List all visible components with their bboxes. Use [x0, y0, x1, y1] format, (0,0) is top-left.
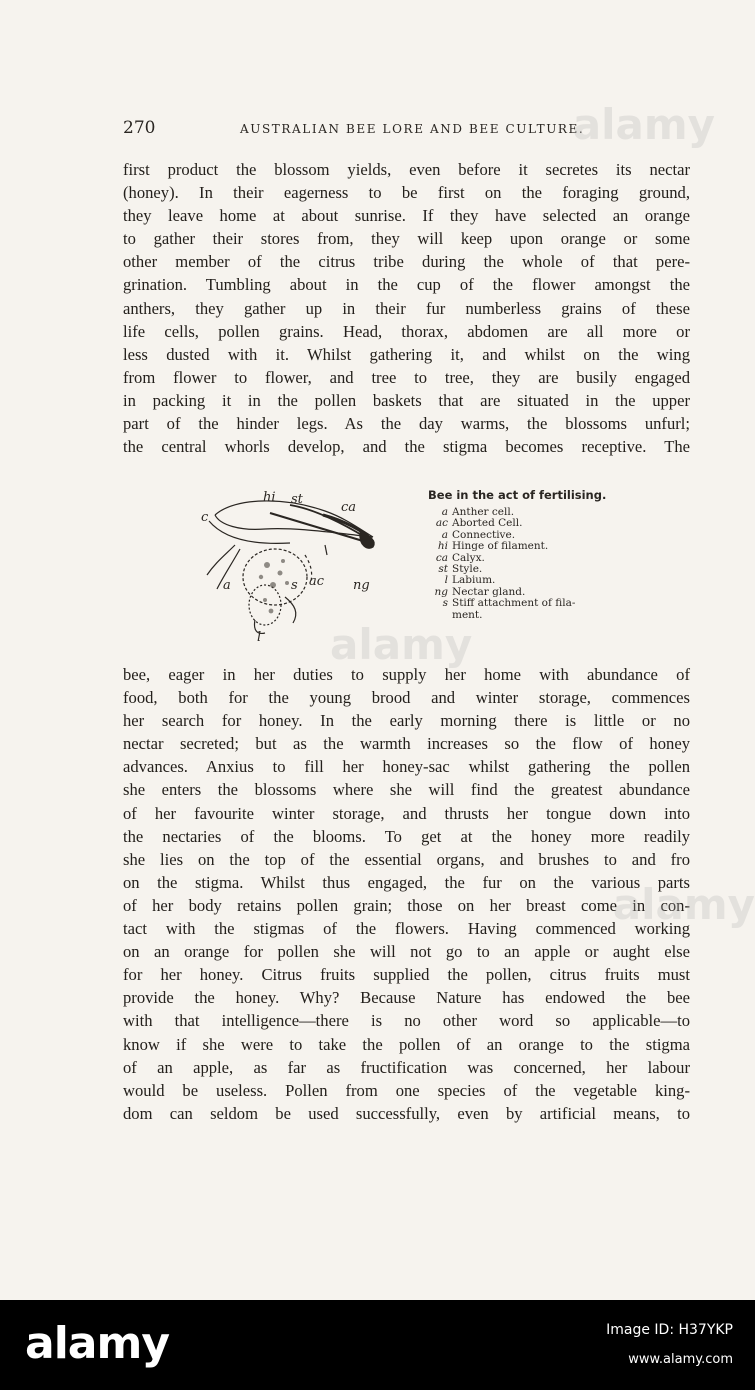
text-line: food, both for the young brood and winter storage, commences [123, 688, 690, 708]
legend-text: Connective. [452, 528, 516, 541]
paragraph-1 [123, 158, 690, 458]
text-line: life cells, pollen grains. Head, thorax, abdomen are all more or [123, 321, 690, 341]
text-line: in packing it in the pollen baskets that are situated in the upper [123, 390, 690, 410]
figure-label: l [257, 630, 262, 643]
site-url: www.alamy.com [628, 1352, 733, 1367]
figure-label: ca [341, 500, 357, 515]
figure-label: st [291, 492, 303, 507]
legend-row [428, 610, 688, 621]
text-line: tact with the stigmas of the flowers. Having commenced working [123, 919, 690, 939]
legend-key: s [442, 597, 448, 610]
paragraph-2 [123, 663, 690, 1125]
text-line: she enters the blossoms where she will find the greatest abundance [123, 780, 690, 800]
text-line: they leave home at about sunrise. If they have selected an orange [123, 206, 690, 226]
legend-key: hi [437, 540, 448, 553]
legend-key: ng [434, 585, 448, 598]
text-line: part of the hinder legs. As the day warms, the blossoms unfurl; [123, 414, 690, 434]
legend-key: a [441, 506, 448, 518]
legend-key: ac [435, 517, 448, 530]
text-line: from flower to flower, and tree to tree, they are busily engaged [123, 367, 690, 387]
text-line: she lies on the top of the essential organs, and brushes to and fro [123, 849, 690, 869]
figure-legend [428, 507, 688, 621]
text-line: on the stigma. Whilst thus engaged, the fur on the various parts [123, 872, 690, 892]
legend-key: st [438, 563, 448, 576]
text-line: on an orange for pollen she will not go to an apple or aught else [123, 942, 690, 962]
figure-label: hi [263, 490, 276, 505]
legend-key: a [441, 528, 448, 541]
text-line: of her body retains pollen grain; those on her breast come in con- [123, 895, 690, 915]
running-title: AUSTRALIAN BEE LORE AND BEE CULTURE. [240, 122, 585, 136]
page-number: 270 [123, 118, 156, 138]
text-line: dom can seldom be used successfully, even by artificial means, to [123, 1103, 690, 1123]
text-line: advances. Anxius to fill her honey-sac whilst gathering the pollen [123, 757, 690, 777]
brand-logo: alamy [25, 1318, 169, 1369]
figure-label: ng [353, 578, 370, 593]
text-line: other member of the citrus tribe during the whole of that pere- [123, 252, 690, 272]
text-line: of her favourite winter storage, and thrusts her tongue down into [123, 803, 690, 823]
legend-text: Aborted Cell. [452, 517, 523, 530]
text-line: nectar secreted; but as the warmth increases so the flow of honey [123, 734, 690, 754]
watermark: alamy [612, 880, 755, 929]
figure-label: c [201, 510, 209, 525]
legend-text: Labium. [452, 574, 496, 587]
bee-fertilising-illustration [195, 485, 385, 643]
text-line: to gather their stores from, they will keep upon orange or some [123, 229, 690, 249]
text-line: anthers, they gather up in their fur numberless grains of these [123, 298, 690, 318]
figure-label: s [291, 578, 298, 593]
watermark: alamy [330, 620, 473, 669]
text-line: bee, eager in her duties to supply her home with abundance of [123, 665, 690, 684]
stock-footer-bar [0, 1300, 755, 1390]
legend-row [428, 598, 688, 609]
legend-text: Anther cell. [452, 506, 515, 518]
text-line: her search for honey. In the early morning there is little or no [123, 711, 690, 731]
text-line: grination. Tumbling about in the cup of the flower amongst the [123, 275, 690, 295]
legend-text: Nectar gland. [452, 585, 526, 598]
legend-key [428, 610, 452, 621]
text-line: know if she were to take the pollen of an orange to the stigma [123, 1034, 690, 1054]
legend-text: Stiff attachment of fila- [452, 597, 576, 610]
text-line: of an apple, as far as fructification was concerned, her labour [123, 1057, 690, 1077]
text-line: provide the honey. Why? Because Nature has endowed the bee [123, 988, 690, 1008]
figure-label: ac [309, 574, 325, 589]
text-line: the nectaries of the blooms. To get at the honey more readily [123, 826, 690, 846]
figure-caption [428, 488, 688, 621]
legend-key: ca [435, 551, 448, 564]
legend-text: Hinge of filament. [452, 540, 549, 553]
caption-title: Bee in the act of fertilising. [428, 488, 607, 502]
legend-key: l [444, 574, 448, 587]
legend-row [428, 541, 688, 552]
text-line: for her honey. Citrus fruits supplied the pollen, citrus fruits must [123, 965, 690, 985]
text-line: (honey). In their eagerness to be first on the foraging ground, [123, 183, 690, 203]
image-id-label: Image ID: H37YKP [606, 1322, 733, 1338]
figure-label: a [223, 578, 231, 593]
text-line: less dusted with it. Whilst gathering it, and whilst on the wing [123, 344, 690, 364]
legend-text: ment. [452, 608, 483, 621]
text-line: with that intelligence—there is no other word so applicable—to [123, 1011, 690, 1031]
legend-text: Calyx. [452, 551, 485, 564]
watermark: alamy [572, 100, 715, 149]
text-line: first product the blossom yields, even before it secretes its nectar [123, 160, 690, 179]
text-line: would be useless. Pollen from one species of the vegetable king- [123, 1080, 690, 1100]
legend-text: Style. [452, 563, 483, 576]
text-line: the central whorls develop, and the stigma becomes receptive. The [123, 437, 690, 457]
